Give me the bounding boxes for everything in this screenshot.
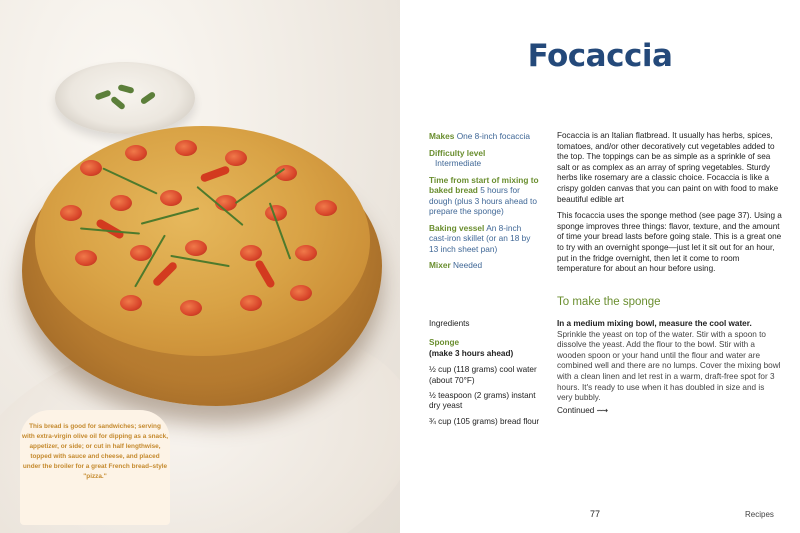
meta-vessel: Baking vessel An 8-inch cast-iron skillet (or an 18 by 13 inch sheet pan) — [429, 222, 531, 254]
ingredients-list — [429, 319, 541, 432]
ingredients-heading: Ingredients — [429, 319, 470, 328]
tomato-slice — [175, 140, 197, 156]
page-number: 77 — [590, 509, 601, 519]
meta-mixer: Mixer Needed — [429, 260, 483, 270]
tomato-slice — [180, 300, 202, 316]
ingredient-item: ½ teaspoon (2 grams) instant dry yeast — [429, 391, 536, 411]
tomato-slice — [60, 205, 82, 221]
method-first-line: In a medium mixing bowl, measure the cool water. — [557, 319, 752, 328]
tomato-slice — [240, 245, 262, 261]
tomato-slice — [75, 250, 97, 266]
method-body: Sprinkle the yeast on top of the water. Stir with a spoon to dissolve the yeast. Add the flour to the bowl. Stir with a wooden spoon or your hand until the flour and water are combined well and there are no lumps. Cover the mixing bowl with a clean linen and let rest in a warm, draft-free spot for 3 hours. It's ready to use when it has doubled in size and is very bubbly. — [557, 329, 781, 403]
tomato-slice — [240, 295, 262, 311]
tomato-slice — [160, 190, 182, 206]
tomato-slice — [315, 200, 337, 216]
tomato-slice — [185, 240, 207, 256]
intro-paragraph: Focaccia is an Italian flatbread. It usually has herbs, spices, tomatoes, and/or other decoratively cut vegetables added to the top. The toppings can be as simple as a sprinkle of sea salt or as complex as an array of spring vegetables. Sturdy herbs like rosemary are a classic choice. Focaccia is like a crispy golden canvas that you can paint on with food to make beautiful edible art — [557, 131, 779, 204]
tomato-slice — [80, 160, 102, 176]
tomato-slice — [120, 295, 142, 311]
sponge-method — [557, 319, 782, 404]
continued-link: Continued ⟿ — [557, 406, 609, 415]
tomato-slice — [225, 150, 247, 166]
tomato-slice — [110, 195, 132, 211]
tomato-slice — [295, 245, 317, 261]
section-footer: Recipes — [745, 510, 774, 519]
tomato-slice — [125, 145, 147, 161]
sponge-group-note: (make 3 hours ahead) — [429, 348, 514, 358]
meta-makes: Makes One 8-inch focaccia — [429, 131, 531, 141]
sponge-group-title: Sponge — [429, 338, 460, 348]
herb-bowl — [55, 62, 195, 134]
recipe-intro — [557, 131, 782, 281]
tomato-slice — [290, 285, 312, 301]
sponge-heading: To make the sponge — [557, 296, 661, 308]
photo-note-text: This bread is good for sandwiches; serving with extra-virgin olive oil for dipping as a snack, appetizer, or side; or cut in half lengthwise, topped with sauce and cheese, and placed under the broiler for a great French bread–style "pizza." — [22, 423, 168, 480]
recipe-meta — [429, 131, 541, 277]
intro-paragraph: This focaccia uses the sponge method (see page 37). Using a sponge improves three things: flavor, texture, and the amount of time your bread lasts before going stale. This is a great one to try with an overnight sponge—just let it sit out for an hour, put in the fridge overnight, then let it come to room temperature for about an hour before using. — [557, 211, 782, 274]
meta-difficulty: Difficulty level Intermediate — [429, 147, 486, 168]
meta-time: Time from start of mixing to baked bread 5 hours for dough (plus 3 hours ahead to prepare the sponge) — [429, 174, 539, 216]
ingredient-item: ¾ cup (105 grams) bread flour — [429, 416, 540, 426]
ingredient-item: ½ cup (118 grams) cool water (about 70°F) — [429, 365, 537, 385]
recipe-title: Focaccia — [527, 38, 673, 74]
